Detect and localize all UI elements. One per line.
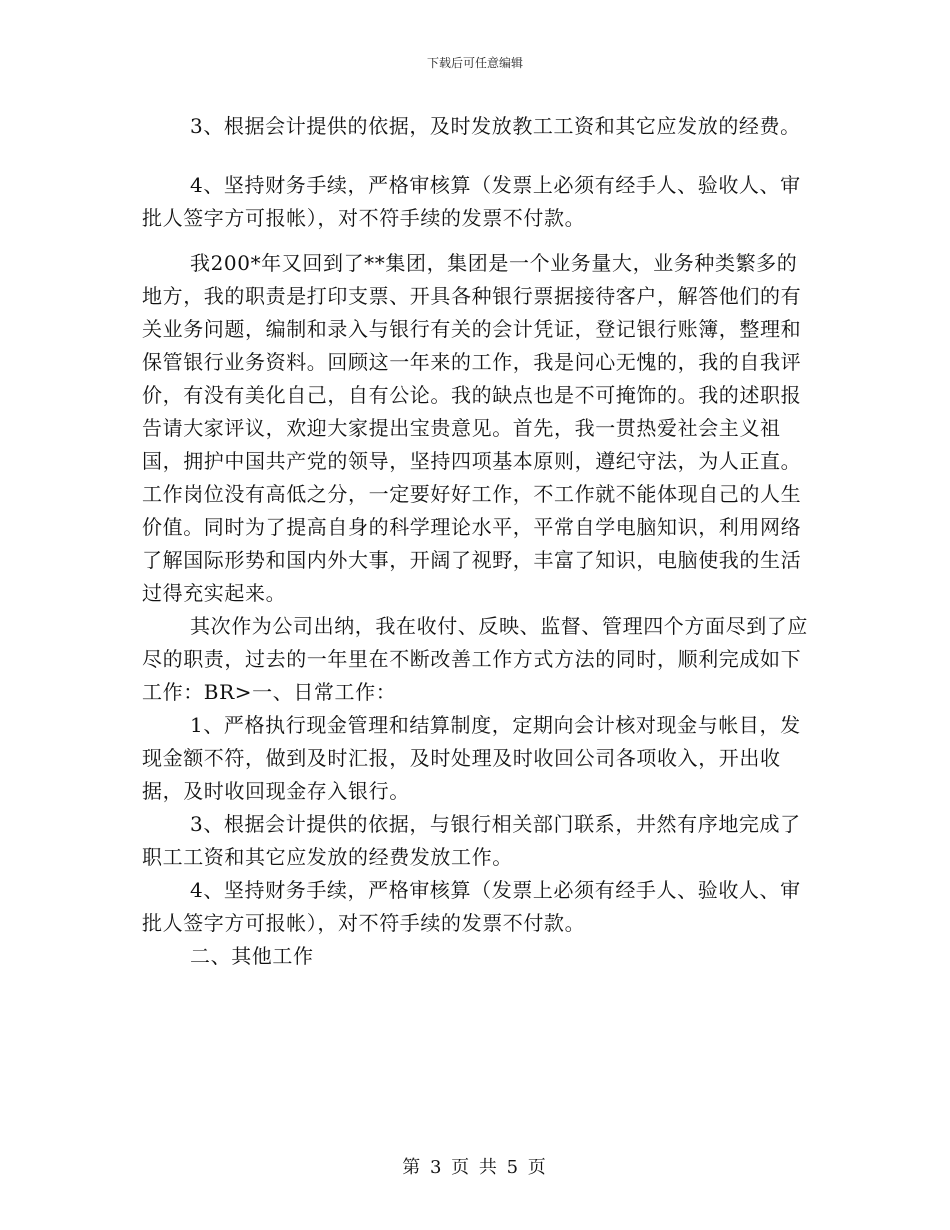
document-body <box>142 110 812 973</box>
paragraph-6: 3、根据会计提供的依据，与银行相关部门联系，井然有序地完成了职工工资和其它应发放的经费发放工作。 <box>142 812 801 869</box>
paragraph-4: 其次作为公司出纳，我在收付、反映、监督、管理四个方面尽到了应尽的职责，过去的一年里在不断改善工作方式方法的同时，顺利完成如下工作：BR>一、日常工作： <box>142 614 808 704</box>
page-number: 第 3 页 共 5 页 <box>402 1157 548 1178</box>
paragraph-3: 我200*年又回到了**集团，集团是一个业务量大，业务种类繁多的地方，我的职责是打印支票、开具各种银行票据接待客户，解答他们的有关业务问题，编制和录入与银行有关的会计凭证，登记银行账簿，整理和保管银行业务资料。回顾这一年来的工作，我是问心无愧的，我的自我评价，有没有美化自己，自有公论。我的缺点也是不可掩饰的。我的述职报告请大家评议，欢迎大家提出宝贵意见。首先，我一贯热爱社会主义祖国，拥护中国共产党的领导，坚持四项基本原则，遵纪守法，为人正直。工作岗位没有高低之分，一定要好好工作，不工作就不能体现自己的人生价值。同时为了提高自身的科学理论水平，平常自学电脑知识，利用网络了解国际形势和国内外大事，开阔了视野，丰富了知识，电脑使我的生活过得充实起来。 <box>142 251 802 605</box>
paragraph-2: 4、坚持财务手续，严格审核算（发票上必须有经手人、验收人、审批人签字方可报帐），对不符手续的发票不付款。 <box>142 173 801 230</box>
paragraph-7: 4、坚持财务手续，严格审核算（发票上必须有经手人、验收人、审批人签字方可报帐），对不符手续的发票不付款。 <box>142 878 801 935</box>
header-note: 下载后可任意编辑 <box>426 56 523 70</box>
section-heading-other-work: 二、其他工作 <box>190 944 314 968</box>
paragraph-1: 3、根据会计提供的依据，及时发放教工工资和其它应发放的经费。 <box>190 114 801 138</box>
paragraph-5: 1、严格执行现金管理和结算制度，定期向会计核对现金与帐目，发现金额不符，做到及时汇报，及时处理及时收回公司各项收入，开出收据，及时收回现金存入银行。 <box>142 713 801 803</box>
